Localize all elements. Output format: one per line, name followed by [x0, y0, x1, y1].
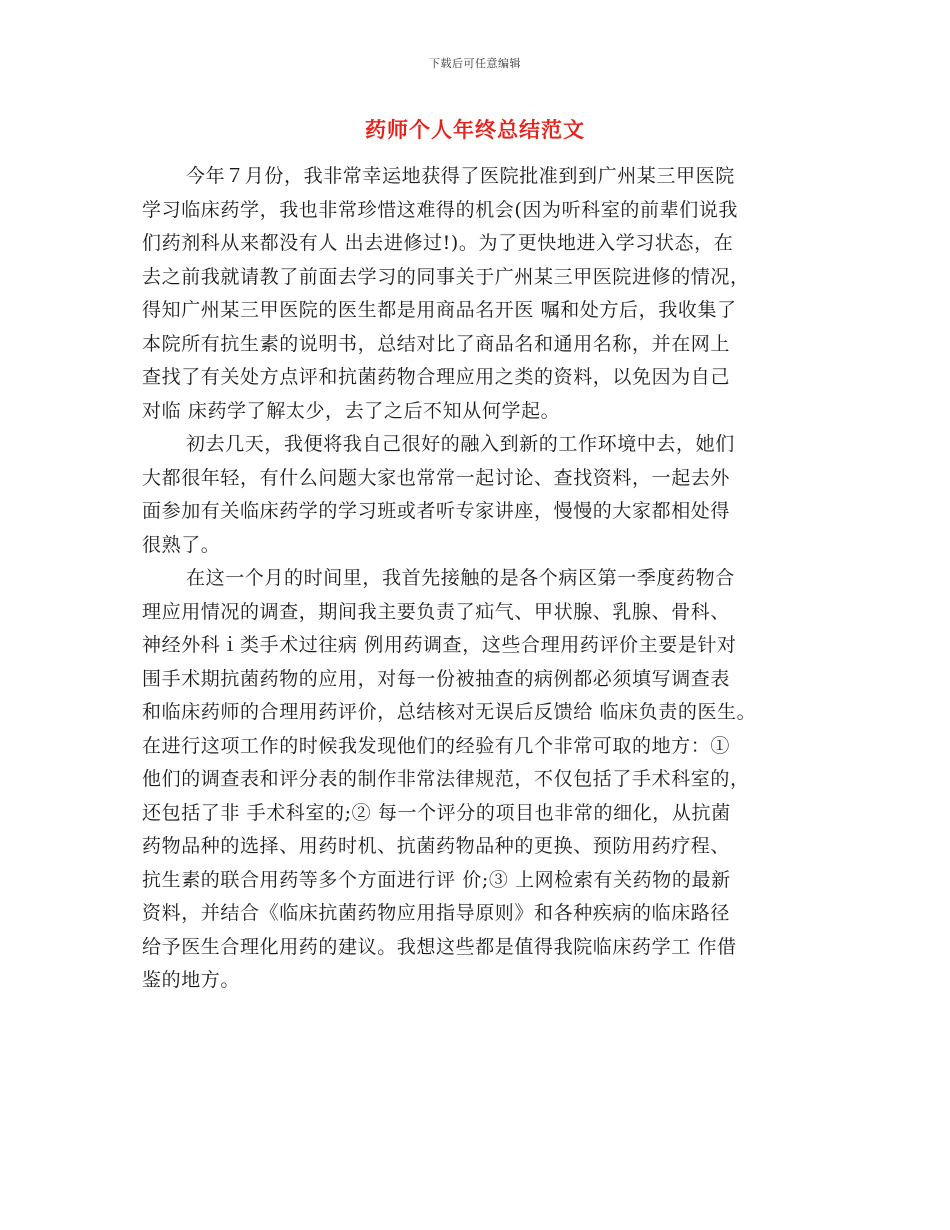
paragraph-line: 药物品种的选择、用药时机、抗菌药物品种的更换、预防用药疗程、 — [142, 835, 731, 857]
paragraph-line: 面参加有关临床药学的学习班或者听专家讲座，慢慢的大家都相处得 — [142, 500, 731, 522]
paragraph-line: 理应用情况的调查，期间我主要负责了疝气、甲状腺、乳腺、骨科、 — [142, 600, 731, 623]
paragraph-line: 得知广州某三甲医院的医生都是用商品名开医 嘱和处方后，我收集了 — [142, 299, 737, 321]
paragraph-line: 初去几天，我便将我自己很好的融入到新的工作环境中去，她们 — [186, 433, 735, 455]
paragraph-line: 抗生素的联合用药等多个方面进行评 价;③ 上网检索有关药物的最新 — [142, 868, 731, 891]
paragraph-2 — [142, 428, 832, 562]
paragraph-line: 资料，并结合《临床抗菌药物应用指导原则》和各种疾病的临床路径 — [142, 902, 731, 924]
paragraph-line: 在进行这项工作的时候我发现他们的经验有几个非常可取的地方：① — [142, 734, 731, 757]
page-header-note: 下载后可任意编辑 — [429, 57, 521, 70]
paragraph-line: 神经外科ｉ类手术过往病 例用药调查，这些合理用药评价主要是针对 — [142, 634, 737, 656]
paragraph-line: 本院所有抗生素的说明书，总结对比了商品名和通用名称，并在网上 — [142, 332, 731, 355]
paragraph-line: 大都很年轻，有什么问题大家也常常一起讨论、查找资料，一起去外 — [142, 466, 731, 489]
paragraph-line: 在这一个月的时间里，我首先接触的是各个病区第一季度药物合 — [186, 567, 735, 589]
document-body — [142, 160, 832, 998]
paragraph-line: 很熟了。 — [142, 533, 221, 556]
paragraph-line: 去之前我就请教了前面去学习的同事关于广州某三甲医院进修的情况， — [142, 265, 750, 288]
paragraph-line: 今年７月份，我非常幸运地获得了医院批准到到广州某三甲医院 — [186, 165, 735, 187]
paragraph-line: 还包括了非 手术科室的;② 每一个评分的项目也非常的细化，从抗菌 — [142, 801, 731, 824]
paragraph-line: 围手术期抗菌药物的应用，对每一份被抽查的病例都必须填写调查表 — [142, 667, 731, 690]
paragraph-line: 查找了有关处方点评和抗菌药物合理应用之类的资料，以免因为自己 — [142, 366, 731, 388]
paragraph-3 — [142, 562, 832, 998]
paragraph-line: 他们的调查表和评分表的制作非常法律规范，不仅包括了手术科室的， — [142, 768, 750, 790]
paragraph-line: 对临 床药学了解太少，去了之后不知从何学起。 — [142, 399, 561, 422]
paragraph-line: 学习临床药学，我也非常珍惜这难得的机会(因为听科室的前辈们说我 — [142, 198, 739, 221]
paragraph-line: 鉴的地方。 — [142, 969, 241, 991]
paragraph-line: 和临床药师的合理用药评价，总结核对无误后反馈给 临床负责的医生。 — [142, 701, 757, 723]
paragraph-line: 们药剂科从来都没有人 出去进修过!)。为了更快地进入学习状态，在 — [142, 232, 734, 254]
paragraph-1 — [142, 160, 832, 428]
document-title: 药师个人年终总结范文 — [365, 117, 585, 142]
paragraph-line: 给予医生合理化用药的建议。我想这些都是值得我院临床药学工 作借 — [142, 935, 737, 958]
